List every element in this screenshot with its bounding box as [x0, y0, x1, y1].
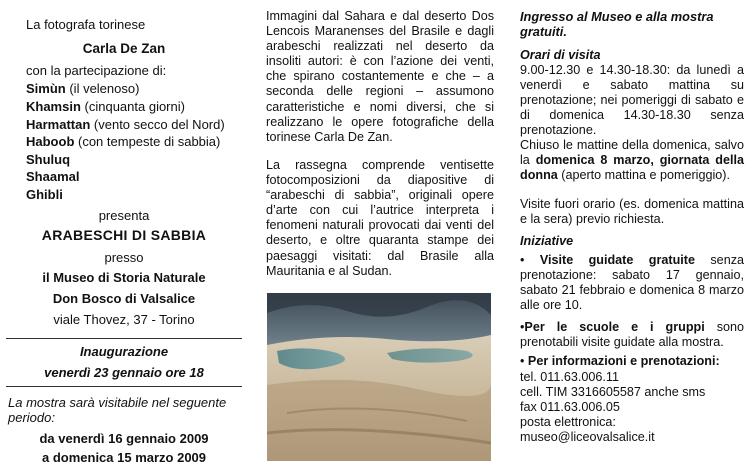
presso-text: presso — [104, 250, 144, 265]
wind-item: Ghibli — [26, 187, 63, 202]
closed-notice: Chiuso le mattine della domenica, salvo la domenica 8 marzo, giornata della donna (aperto mattina e pomeriggio). — [520, 138, 744, 183]
wind-item: Shaamal — [26, 169, 80, 184]
phone-number: tel. 011.63.006.11 — [520, 370, 619, 384]
artist-name: Carla De Zan — [82, 41, 166, 56]
wind-item: Shuluq — [26, 152, 71, 167]
divider — [6, 338, 242, 339]
desert-photo — [267, 293, 491, 461]
hours-title: Orari di visita — [520, 48, 601, 62]
schools-item: •Per le scuole e i gruppi sono prenotabili visite guidate alla mostra. — [520, 320, 745, 350]
visit-period-text-2: periodo: — [8, 410, 55, 425]
wind-item: Haboob (con tempeste di sabbia) — [26, 134, 221, 149]
exhibition-paragraph: La rassegna comprende ventisette fotocomposizioni da diapositive di “arabeschi di sabbia”, originali opere d’arte con cui l’autrice interpreta i fenomeni naturali provocati dai venti del deserto, e oltre quaranta stampe dei paesaggi visitati: dal Brasile alla Mauritania e al Sudan. — [266, 158, 494, 278]
mobile-number: cell. TIM 3316605587 anche sms — [520, 385, 706, 399]
desert-landscape-image — [267, 293, 491, 461]
wind-item: Simùn (il velenoso) — [26, 81, 140, 96]
bullet-icon: • — [520, 320, 525, 334]
fax-number: fax 011.63.006.05 — [520, 400, 620, 414]
description-paragraph: Immagini dal Sahara e dal deserto Dos Lencois Maranenses del Brasile e dagli arabeschi realizzati nel deserto da insoliti autori: è con l’azione dei venti, che spirano costantemente e che – a seconda delle regioni – assumono caratteristiche e nomi diversi, che si realizzano le opere fotografiche della torinese Carla De Zan. — [266, 9, 494, 144]
date-from: da venerdì 16 gennaio 2009 — [39, 431, 209, 446]
presenta-text: presenta — [98, 208, 150, 223]
inauguration-date: venerdì 23 gennaio ore 18 — [44, 365, 204, 380]
info-item: • Per informazioni e prenotazioni: — [520, 354, 720, 368]
bullet-icon: • — [520, 354, 525, 368]
initiatives-title: Iniziative — [520, 234, 574, 248]
wind-item: Harmattan (vento secco del Nord) — [26, 117, 225, 132]
museum-name-2: Don Bosco di Valsalice — [52, 291, 196, 306]
exhibition-title: ARABESCHI DI SABBIA — [41, 227, 207, 243]
off-hours-text: Visite fuori orario (es. domenica mattina e la sera) previo richiesta. — [520, 197, 744, 227]
divider — [6, 386, 242, 387]
partecipazione-text: con la partecipazione di: — [26, 63, 167, 78]
inauguration-title: Inaugurazione — [79, 344, 169, 359]
visit-period-text: La mostra sarà visitabile nel seguente — [8, 395, 227, 410]
guided-tours-item: • Visite guidate gratuite senza prenotazione: sabato 17 gennaio, sabato 21 febbraio e domenica 8 marzo alle ore 10. — [520, 253, 744, 313]
hours-text: 9.00-12.30 e 14.30-18.30: da lunedì a venerdì e sabato mattina su prenotazione; nei pomeriggi di sabato e di domenica 14.30-18.30 senza prenotazione. — [520, 63, 744, 138]
wind-item: Khamsin (cinquanta giorni) — [26, 99, 185, 114]
email-address[interactable]: museo@liceovalsalice.it — [520, 430, 655, 444]
bullet-icon: • — [520, 253, 525, 267]
intro-text: La fotografa torinese — [26, 17, 146, 32]
museum-address: viale Thovez, 37 - Torino — [53, 312, 195, 327]
museum-name: il Museo di Storia Naturale — [42, 270, 206, 285]
admission-note: Ingresso al Museo e alla mostra gratuiti. — [520, 9, 714, 40]
email-label: posta elettronica: — [520, 415, 616, 429]
date-to: a domenica 15 marzo 2009 — [41, 450, 207, 465]
